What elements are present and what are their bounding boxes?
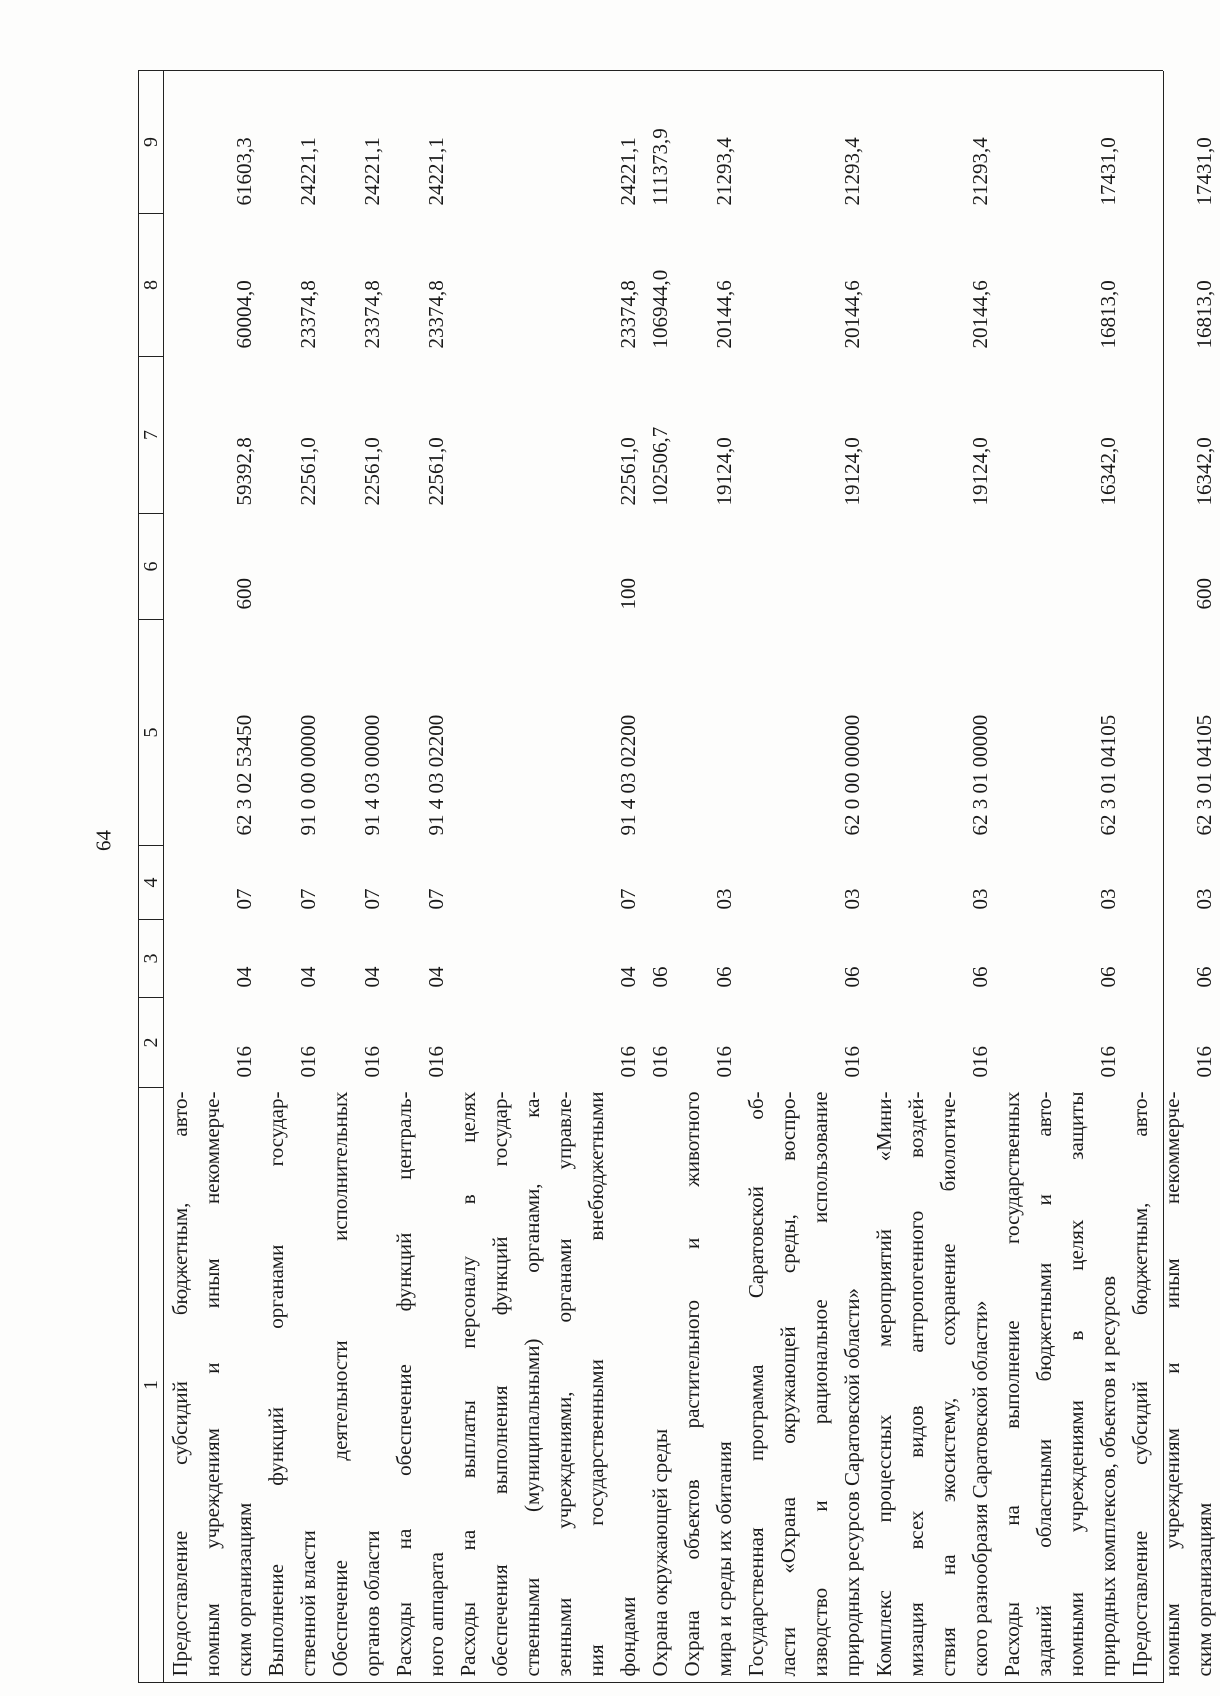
amount-2026: 24221,1 (616, 137, 640, 206)
section-code: 04 (424, 966, 448, 988)
col-header-6: 6 (139, 514, 164, 620)
table-body (164, 71, 1220, 1683)
ministry-code: 016 (1096, 1046, 1120, 1078)
section-code: 06 (1096, 966, 1120, 988)
row-name-line: Предоставление субсидий бюджетным, авто- (168, 1091, 192, 1677)
row-name-line: Расходы на выплаты персоналу в целях (456, 1091, 480, 1677)
row-name-line: Расходы на обеспечение функций централь- (392, 1091, 416, 1677)
section-code: 06 (648, 966, 672, 988)
amount-2024: 59392,8 (232, 437, 256, 506)
amount-2025: 20144,6 (712, 280, 736, 349)
col-header-3: 3 (139, 920, 164, 998)
col-header-1: 1 (139, 1088, 164, 1683)
row-name-line: заданий областными бюджетными и авто- (1032, 1091, 1056, 1677)
row-name (868, 1088, 996, 1683)
target-article: 91 0 00 00000 (296, 714, 320, 836)
row-name-line: природных ресурсов Саратовской области» (840, 1288, 864, 1677)
amount-2024: 102506,7 (648, 426, 672, 506)
row-name-line: ласти «Охрана окружающей среды, воспро- (776, 1091, 800, 1677)
table-frame-left (162, 1682, 1163, 1683)
ministry-code: 016 (296, 1046, 320, 1078)
amount-2025: 23374,8 (360, 280, 384, 349)
subsection-code: 03 (1096, 888, 1120, 910)
row-name-line: ственной власти (296, 1530, 320, 1677)
table-row (164, 71, 261, 1683)
row-name-line: ственными (муниципальными) органами, ка- (520, 1091, 544, 1677)
row-name-line: органов области (360, 1530, 384, 1677)
amount-2025: 16813,0 (1096, 280, 1120, 349)
subsection-code: 07 (360, 888, 384, 910)
rotated-page-content (138, 71, 1216, 1683)
amount-2025: 23374,8 (616, 280, 640, 349)
table-row (740, 71, 868, 1683)
ministry-code: 016 (360, 1046, 384, 1078)
expense-type (260, 514, 324, 620)
section-code: 06 (840, 966, 864, 988)
table-row (644, 71, 676, 1683)
table-frame-bottom (1163, 71, 1164, 1683)
col-header-2: 2 (139, 998, 164, 1088)
ministry-code: 016 (1192, 1046, 1216, 1078)
row-name-line: Обеспечение деятельности исполнительных (328, 1091, 352, 1677)
target-article: 62 3 02 53450 (232, 714, 256, 836)
ministry-code: 016 (424, 1046, 448, 1078)
amount-2025: 60004,0 (232, 280, 256, 349)
target-article (676, 620, 740, 846)
amount-2026: 24221,1 (360, 137, 384, 206)
subsection-code (644, 846, 676, 920)
row-name-line: Охрана окружающей среды (648, 1428, 672, 1677)
target-article: 62 3 01 04105 (1192, 714, 1216, 836)
expense-type (324, 514, 388, 620)
table-row (868, 71, 996, 1683)
row-name-line: природных комплексов, объектов и ресурсов (1096, 1275, 1120, 1677)
row-name (1124, 1088, 1220, 1683)
ministry-code: 016 (968, 1046, 992, 1078)
row-name-line: Выполнение функций органами государ- (264, 1091, 288, 1677)
row-name-line: зенными учреждениями, органами управле- (552, 1091, 576, 1677)
row-name-line: номным учреждениям и иным некоммерче- (1160, 1091, 1184, 1677)
table-row (676, 71, 740, 1683)
section-code: 04 (616, 966, 640, 988)
amount-2025: 106944,0 (648, 269, 672, 349)
col-header-9: 9 (139, 71, 164, 214)
row-name-line: ского разнообразия Саратовской области» (968, 1300, 992, 1677)
amount-2024: 16342,0 (1192, 437, 1216, 506)
table-row (452, 71, 644, 1683)
amount-2026: 17431,0 (1192, 137, 1216, 206)
subsection-code: 03 (712, 888, 736, 910)
row-name-line: номными учреждениями в целях защиты (1064, 1091, 1088, 1677)
page-number: 64 (91, 830, 116, 851)
row-name-line: ствия на экосистему, сохранение биологиче- (936, 1091, 960, 1677)
row-name (740, 1088, 868, 1683)
section-code: 06 (1192, 966, 1216, 988)
ministry-code: 016 (840, 1046, 864, 1078)
table-row (260, 71, 324, 1683)
amount-2026: 24221,1 (424, 137, 448, 206)
col-header-7: 7 (139, 357, 164, 514)
amount-2024: 22561,0 (360, 437, 384, 506)
table-row (388, 71, 452, 1683)
ministry-code: 016 (648, 1046, 672, 1078)
section-code: 06 (712, 966, 736, 988)
row-name-line: ским организациям (1192, 1502, 1216, 1677)
budget-table (138, 70, 1220, 1683)
row-name-line: Расходы на выполнение государственных (1000, 1091, 1024, 1677)
amount-2025: 23374,8 (424, 280, 448, 349)
amount-2025: 20144,6 (840, 280, 864, 349)
subsection-code: 03 (968, 888, 992, 910)
table-row (996, 71, 1124, 1683)
ministry-code: 016 (712, 1046, 736, 1078)
subsection-code: 07 (232, 888, 256, 910)
amount-2025: 20144,6 (968, 280, 992, 349)
row-name-line: фондами (616, 1596, 640, 1677)
row-name (164, 1088, 261, 1683)
row-name-line: мира и среды их обитания (712, 1441, 736, 1677)
amount-2025: 16813,0 (1192, 280, 1216, 349)
expense-type (388, 514, 452, 620)
target-article (644, 620, 676, 846)
row-name-line: ским организациям (232, 1502, 256, 1677)
row-name (452, 1088, 644, 1683)
ministry-code: 016 (232, 1046, 256, 1078)
row-name-line: Охрана объектов растительного и животного (680, 1091, 704, 1677)
row-name-line: обеспечения выполнения функций государ- (488, 1091, 512, 1677)
row-name-line: ния государственными внебюджетными (584, 1091, 608, 1677)
expense-type: 600 (1192, 578, 1216, 610)
col-header-5: 5 (139, 620, 164, 846)
subsection-code: 07 (424, 888, 448, 910)
expense-type (644, 514, 676, 620)
table-row (1124, 71, 1220, 1683)
target-article: 91 4 03 00000 (360, 714, 384, 836)
expense-type: 600 (232, 578, 256, 610)
row-name-line: номным учреждениям и иным некоммерче- (200, 1091, 224, 1677)
expense-type: 100 (616, 578, 640, 610)
header-row (139, 71, 164, 1683)
subsection-code: 03 (1192, 888, 1216, 910)
amount-2026: 24221,1 (296, 137, 320, 206)
row-name-line: Комплекс процессных мероприятий «Мини- (872, 1091, 896, 1677)
amount-2025: 23374,8 (296, 280, 320, 349)
row-name (996, 1088, 1124, 1683)
section-code: 04 (360, 966, 384, 988)
row-name (260, 1088, 324, 1683)
target-article: 91 4 03 02200 (424, 714, 448, 836)
subsection-code: 07 (296, 888, 320, 910)
row-name-line: Предоставление субсидий бюджетным, авто- (1128, 1091, 1152, 1677)
row-name (324, 1088, 388, 1683)
target-article: 62 3 01 00000 (968, 714, 992, 836)
expense-type (676, 514, 740, 620)
section-code: 04 (296, 966, 320, 988)
amount-2026: 21293,4 (968, 137, 992, 206)
subsection-code: 07 (616, 888, 640, 910)
amount-2026: 21293,4 (840, 137, 864, 206)
amount-2024: 19124,0 (712, 437, 736, 506)
row-name-line: мизация всех видов антропогенного воздей- (904, 1091, 928, 1677)
amount-2024: 16342,0 (1096, 437, 1120, 506)
row-name (388, 1088, 452, 1683)
row-name-line: изводство и рациональное использование (808, 1091, 832, 1677)
amount-2024: 19124,0 (840, 437, 864, 506)
amount-2024: 22561,0 (616, 437, 640, 506)
row-name (676, 1088, 740, 1683)
col-header-4: 4 (139, 846, 164, 920)
expense-type (996, 514, 1124, 620)
amount-2024: 22561,0 (424, 437, 448, 506)
expense-type (868, 514, 996, 620)
amount-2024: 22561,0 (296, 437, 320, 506)
subsection-code: 03 (840, 888, 864, 910)
amount-2026: 17431,0 (1096, 137, 1120, 206)
amount-2024: 19124,0 (968, 437, 992, 506)
amount-2026: 111373,9 (648, 128, 672, 206)
expense-type (740, 514, 868, 620)
ministry-code: 016 (616, 1046, 640, 1078)
row-name (644, 1088, 676, 1683)
amount-2026: 61603,3 (232, 137, 256, 206)
row-name-line: Государственная программа Саратовской об- (744, 1091, 768, 1677)
col-header-8: 8 (139, 214, 164, 357)
section-code: 04 (232, 966, 256, 988)
target-article: 91 4 03 02200 (616, 714, 640, 836)
table-row (324, 71, 388, 1683)
amount-2026: 21293,4 (712, 137, 736, 206)
row-name-line: ного аппарата (424, 1552, 448, 1677)
target-article: 62 0 00 00000 (840, 714, 864, 836)
section-code: 06 (968, 966, 992, 988)
target-article: 62 3 01 04105 (1096, 714, 1120, 836)
table-frame-right (162, 70, 1163, 71)
